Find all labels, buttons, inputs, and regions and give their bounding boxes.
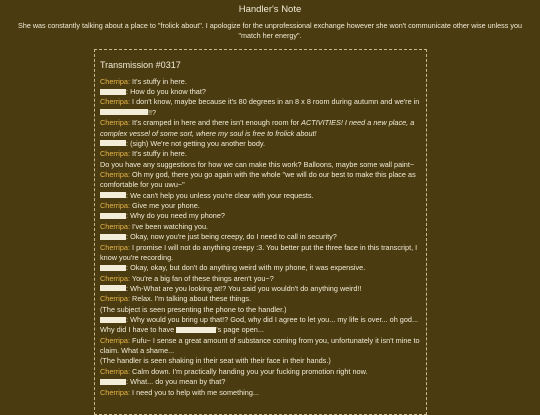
redacted-word (100, 109, 148, 115)
line-text: I've been watching you. (132, 221, 209, 231)
speaker-label: Cherripa: (100, 118, 131, 128)
transcript-line: : Why would you bring up that!? God, why did I agree to let you... my life is over... oh god... Why did I have to have 's page open... (100, 315, 419, 335)
line-italic-text: ACTIVITIES! I need a new place, a complex vessel of some sort, where my soul is free to frolick about! (100, 118, 415, 138)
transcript-line (100, 201, 420, 211)
redacted-name (100, 265, 126, 271)
speaker-label: Cherripa: (100, 149, 131, 159)
transcript-line: : Okay, okay, but don't do anything weird with my phone, it was expensive. (100, 263, 420, 273)
line-tail: !!? (148, 107, 157, 117)
speaker-label: Cherripa: (100, 170, 131, 179)
line-text: Okay, okay, but don't do anything weird with my phone, it was expensive. (130, 263, 366, 273)
transcript-line: : Wh-What are you looking at!? You said you wouldn't do anything weird!! (100, 284, 420, 294)
line-text: Fufu~ I sense a great amount of substance coming from you, unfortunately it isn't mine to claim. What a shame... (100, 335, 420, 356)
line-text: Calm down. I'm practically handing you your fucking promotion right now. (132, 366, 368, 376)
line-text: How do you know that? (130, 87, 206, 97)
transcript-line (100, 160, 420, 170)
redacted-name (100, 140, 126, 146)
transcript-line (100, 243, 420, 264)
transcript-line (100, 97, 420, 118)
redacted-word (176, 327, 216, 333)
line-text: Oh my god, there you go again with the whole "we will do our best to make this place as comfortable for you uwu~" (100, 170, 416, 190)
transcript-line (100, 118, 420, 139)
line-text: (The subject is seen presenting the phone to the handler.) (100, 304, 287, 314)
line-text: What... do you mean by that? (130, 377, 226, 387)
transcript-line (100, 305, 420, 315)
line-text: I promise I will not do anything creepy :3. You better put the three face in this transcript, I know you're recording. (100, 242, 418, 262)
speaker-label: Cherripa: (100, 97, 131, 107)
redacted-name (100, 234, 126, 240)
line-text: Why would you bring up that!? God, why did I agree to let you... my life is over... oh god... Why did I have to have (100, 315, 419, 335)
transmission-title: Transmission #0317 (100, 60, 181, 70)
line-tail: 's page open... (216, 325, 264, 335)
transcript-line: : What... do you mean by that? (100, 377, 420, 387)
transcript-line (100, 77, 420, 87)
transcript-line (100, 170, 420, 191)
redacted-name (100, 89, 126, 95)
line-text: Give me your phone. (132, 201, 200, 211)
speaker-label: Cherripa: (100, 201, 131, 211)
speaker-label: Cherripa: (100, 335, 131, 345)
speaker-label: Cherripa: (100, 387, 131, 397)
line-text: It's stuffy in here. (132, 149, 187, 159)
transcript-line: : (sigh) We're not getting you another body. (100, 139, 420, 149)
speaker-label: Cherripa: (100, 221, 131, 231)
speaker-label: Cherripa: (100, 242, 131, 252)
transcript-line (100, 274, 420, 284)
redacted-name (100, 317, 126, 323)
transmission-panel (94, 49, 427, 415)
transcript-line (100, 294, 420, 304)
transcript-line: : Okay, now you're just being creepy, do I need to call in security? (100, 232, 420, 242)
line-text: I don't know, maybe because it's 80 degrees in an 8 x 8 room during autumn and we're in (132, 97, 420, 107)
redacted-name (100, 379, 126, 385)
line-text: Relax. I'm talking about these things. (132, 294, 252, 304)
line-text: Wh-What are you looking at!? You said you wouldn't do anything weird!! (130, 283, 362, 293)
line-text: It's cramped in here and there isn't enough room for (132, 118, 302, 128)
transcript-line: : We can't help you unless you're clear with your requests. (100, 191, 420, 201)
transcript-line (100, 336, 420, 357)
transcript-line (100, 388, 420, 398)
transcript-line: : Why do you need my phone? (100, 211, 420, 221)
page-title: Handler's Note (238, 4, 302, 15)
transcript-line (100, 356, 420, 366)
line-text: (The handler is seen shaking in their seat with their face in their hands.) (100, 356, 331, 366)
speaker-label: Cherripa: (100, 273, 131, 283)
line-text: We can't help you unless you're clear with your requests. (130, 190, 314, 200)
handlers-note-header (0, 3, 540, 41)
transcript-line: : How do you know that? (100, 87, 420, 97)
line-text: I need you to help with me something... (132, 387, 260, 397)
line-text: (sigh) We're not getting you another body. (130, 138, 266, 148)
line-text: Why do you need my phone? (130, 211, 225, 221)
speaker-label: Cherripa: (100, 366, 131, 376)
handler-note-text: She was constantly talking about a place to "frolick about". I apologize for the unprofessional exchange however she won't communicate other wise unless you "match her energy". (18, 21, 522, 41)
redacted-name (100, 192, 126, 198)
redacted-name (100, 213, 126, 219)
speaker-label: Cherripa: (100, 76, 131, 86)
line-text: Okay, now you're just being creepy, do I need to call in security? (130, 232, 337, 242)
transcript-line (100, 222, 420, 232)
transcript-line (100, 149, 420, 159)
speaker-label: Cherripa: (100, 294, 131, 304)
transcript-line (100, 367, 420, 377)
line-text: You're a big fan of these things aren't you~? (131, 273, 274, 283)
line-text: It's stuffy in here. (132, 76, 187, 86)
line-text: Do you have any suggestions for how we can make this work? Balloons, maybe some wall paint~ (100, 159, 415, 169)
redacted-name (100, 285, 126, 291)
